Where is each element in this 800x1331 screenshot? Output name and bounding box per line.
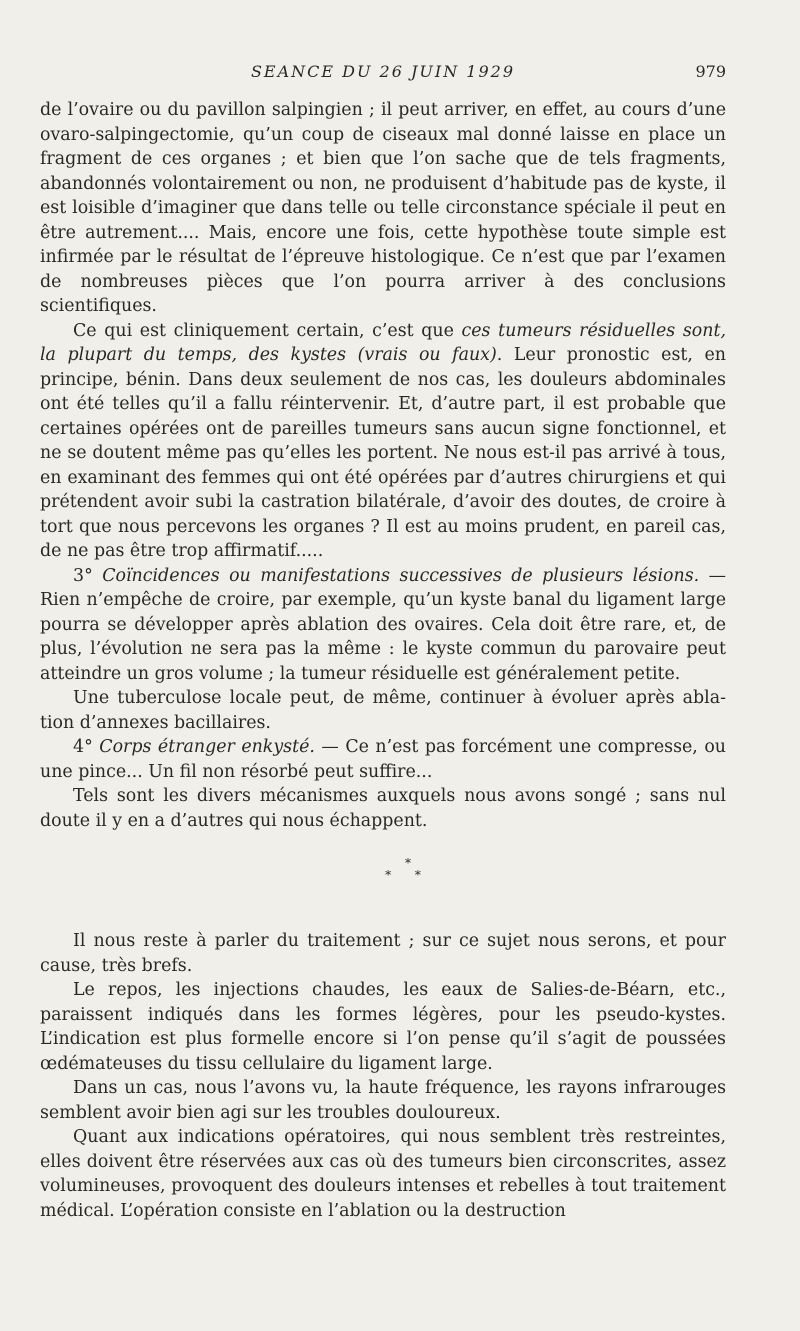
asterism-divider (40, 857, 726, 907)
prognosis-emphasis: ces tumeurs résiduelles sont, la plupart du temps, des kystes (vrais ou faux) (40, 320, 726, 365)
paragraph-tuberculosis: Une tuberculose locale peut, de même, continuer à évoluer après ablation d’annexes bacillaires. (40, 688, 726, 733)
body-text (40, 98, 726, 1223)
paragraph-treatment-surgery: Quant aux indications opératoires, qui nous semblent très restreintes, elles doivent être réservées aux cas où des tumeurs bien circonscrites, assez volumineuses, provoquent des douleurs intenses et rebelles à tout traitement médical. L’opération consiste en l’ablation ou la destruction (40, 1127, 726, 1221)
mechanism-4-number: 4° (73, 737, 100, 757)
paragraph-mechanism-3 (40, 564, 726, 687)
mechanism-3-number: 3° (73, 565, 103, 586)
paragraph-treatment-intro: Il nous reste à parler du traitement ; sur ce sujet nous serons, et pour cause, très brefs. (40, 931, 726, 976)
paragraph-treatment-high-frequency: Dans un cas, nous l’avons vu, la haute fréquence, les rayons infrarouges semblent avoir bien agi sur les troubles douloureux. (40, 1078, 726, 1123)
prognosis-intro: Ce qui est cliniquement certain, c’est que (73, 320, 462, 341)
prognosis-text: . Leur pronostic est, en principe, bénin. Dans deux seulement de nos cas, les douleurs abdominales ont été telles qu’il a fallu réintervenir. Et, d’autre part, il est probable que certaines opérées ont de pareilles tumeurs sans aucun signe fonctionnel, et ne se doutent même pas qu’elles les portent. Ne nous est-il pas arrivé à tous, en examinant des femmes qui ont été opérées par d’autres chirurgiens et qui prétendent avoir subi la castration bilatérale, d’avoir des doutes, de croire à tort que nous percevons les organes ? Il est au moins prudent, en pareil cas, de ne pas être trop affirmatif..... (40, 345, 726, 561)
asterism-top: * (405, 856, 411, 870)
paragraph-continuation: de l’ovaire ou du pavillon salpingien ; il peut arriver, en effet, au cours d’une ovaro-salpingectomie, qu’un coup de ciseaux mal donné laisse en place un fragment de ces organes ; et bien que l’on sache que de tels fragments, abandonnés volontairement ou non, ne produisent d’habitude pas de kyste, il est loisible d’imaginer que dans telle ou telle circonstance spéciale il peut en être autrement.... Mais, encore une fois, cette hypothèse toute simple est infirmée par le résultat de l’épreuve histologique. Ce n’est que par l’examen de nombreuses pièces que l’on pourra arriver à des conclusions scientifiques. (40, 100, 726, 316)
mechanism-4-title: Corps étranger enkysté. (99, 737, 315, 757)
paragraph-mechanism-4 (40, 735, 726, 784)
mechanism-3-title: Coïncidences ou manifestations successives de plusieurs lésions. (102, 565, 700, 586)
asterism-bottom: * * (385, 868, 431, 882)
paragraph-mechanisms-summary: Tels sont les divers mécanismes auxquels nous avons songé ; sans nul doute il y en a d’autres qui nous échappent. (40, 786, 726, 831)
mechanism-3-text: — Rien n’empêche de croire, par exemple, qu’un kyste banal du ligament large pourra se développer après ablation des ovaires. Cela doit être rare, et, de plus, l’évolution ne sera pas la même : le kyste commun du parovaire peut atteindre un gros volume ; la tumeur résiduelle est généralement petite. (40, 565, 726, 684)
page-number: 979 (695, 62, 726, 81)
mechanism-4-text: — Ce n’est pas forcément une compresse, ou une pince... Un fil non résorbé peut suffire... (40, 737, 726, 782)
paragraph-treatment-rest: Le repos, les injections chaudes, les eaux de Salies-de-Béarn, etc., paraissent indiqués dans les formes légères, pour les pseudo-kystes. L’indication est plus formelle encore si l’on pense qu’il s’agit de poussées œdémateuses du tissu cellulaire du ligament large. (40, 980, 726, 1074)
page-header (40, 58, 726, 86)
running-head: SEANCE DU 26 JUIN 1929 (250, 62, 516, 81)
paragraph-prognosis (40, 319, 726, 564)
